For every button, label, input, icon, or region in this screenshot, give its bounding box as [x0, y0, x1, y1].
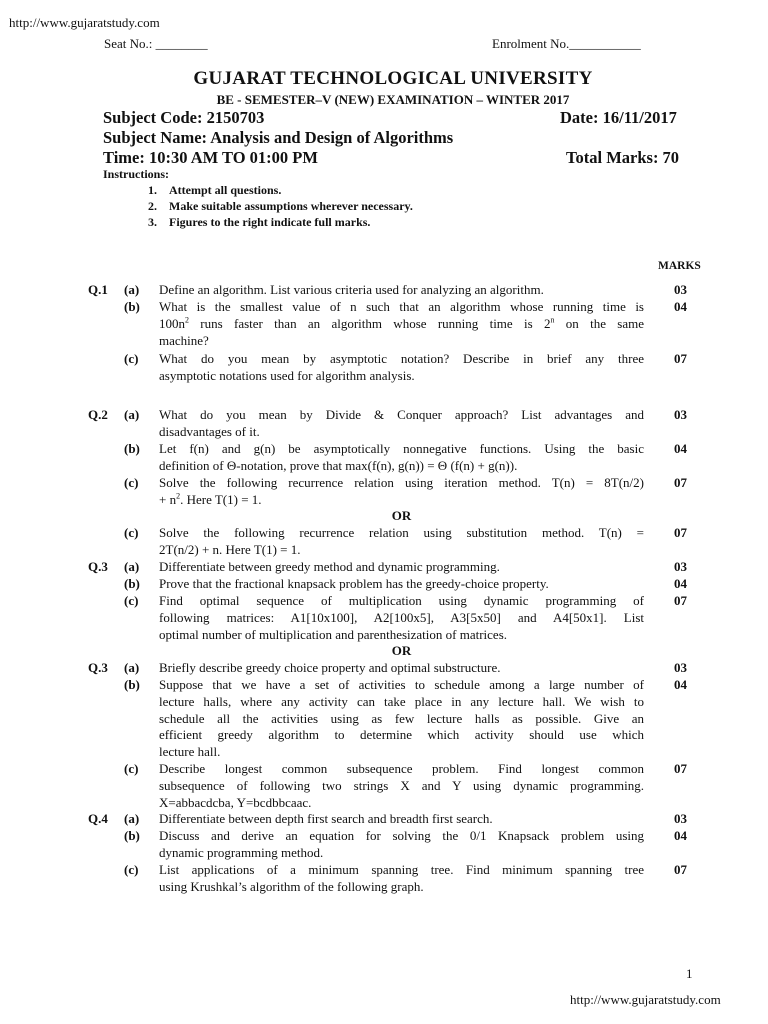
instruction-item: 1. Attempt all questions. — [148, 183, 282, 197]
question-part: (c) — [124, 351, 139, 366]
question-marks: 03 — [674, 660, 687, 675]
question-part: (a) — [124, 407, 140, 422]
question-text — [159, 525, 644, 559]
question-line: asymptotic notations used for algorithm analysis. — [159, 367, 415, 383]
question-line: Let f(n) and g(n) be asymptotically nonnegative functions. Using the basic — [159, 441, 644, 456]
question-part: (a) — [124, 282, 140, 297]
question-line: schedule all the activities using as few lecture halls as possible. Give an — [159, 710, 644, 726]
question-line: using Krushkal’s algorithm of the following graph. — [159, 878, 424, 894]
question-text — [159, 299, 644, 349]
text-run: 100n — [159, 315, 185, 331]
question-line — [159, 316, 644, 333]
question-number: Q.4 — [88, 811, 108, 826]
question-line: Differentiate between greedy method and dynamic programming. — [159, 559, 500, 574]
question-text — [159, 407, 644, 441]
or-separator: OR — [391, 643, 412, 658]
question-line: Discuss and derive an equation for solving the 0/1 Knapsack problem using — [159, 828, 644, 843]
page-number: 1 — [686, 966, 693, 981]
question-text — [159, 576, 644, 593]
question-line: Differentiate between depth first search and breadth first search. — [159, 811, 493, 826]
question-line: X=abbacdcba, Y=bcdbbcaac. — [159, 794, 312, 810]
question-part: (a) — [124, 559, 140, 574]
question-number: Q.3 — [88, 660, 108, 675]
question-number: Q.1 — [88, 282, 108, 297]
question-part: (b) — [124, 299, 140, 314]
text-run: on the same — [554, 315, 645, 331]
header-url: http://www.gujaratstudy.com — [9, 15, 160, 30]
question-text — [159, 761, 644, 811]
question-part: (c) — [124, 525, 139, 540]
question-text — [159, 351, 644, 385]
seat-no-field: Seat No.: ________ — [104, 36, 208, 51]
question-marks: 07 — [674, 525, 687, 540]
total-marks: Total Marks: 70 — [566, 148, 680, 167]
superscript: 2 — [176, 491, 181, 501]
question-line: List applications of a minimum spanning tree. Find minimum spanning tree — [159, 862, 644, 877]
question-text — [159, 828, 644, 862]
question-line: Solve the following recurrence relation using iteration method. T(n) = 8T(n/2) — [159, 475, 644, 490]
exam-title: BE - SEMESTER–V (NEW) EXAMINATION – WINTER 2017 — [216, 92, 570, 107]
question-line: optimal number of multiplication and parenthesization of matrices. — [159, 626, 508, 642]
question-marks: 07 — [674, 862, 687, 877]
question-line: Find optimal sequence of multiplication using dynamic programming of — [159, 593, 644, 608]
question-marks: 04 — [674, 677, 687, 692]
question-text — [159, 677, 644, 761]
question-line: disadvantages of it. — [159, 423, 260, 439]
question-line: dynamic programming method. — [159, 844, 324, 860]
superscript: n — [550, 315, 555, 325]
text-run: + n — [159, 491, 177, 507]
footer-url: http://www.gujaratstudy.com — [570, 992, 721, 1007]
question-line: lecture halls, where any activity can take place in any lecture hall. We wish to — [159, 693, 644, 709]
instruction-item: 2. Make suitable assumptions wherever necessary. — [148, 199, 413, 213]
question-marks: 04 — [674, 299, 687, 314]
text-run: . Here T(1) = 1. — [180, 491, 262, 507]
question-part: (b) — [124, 828, 140, 843]
question-line: Prove that the fractional knapsack problem has the greedy-choice property. — [159, 576, 549, 591]
instructions-title: Instructions: — [103, 167, 170, 181]
question-part: (b) — [124, 677, 140, 692]
marks-column-header: MARKS — [658, 260, 701, 272]
instruction-item: 3. Figures to the right indicate full marks. — [148, 215, 371, 229]
university-title: GUJARAT TECHNOLOGICAL UNIVERSITY — [193, 68, 593, 89]
question-text — [159, 593, 644, 643]
question-marks: 04 — [674, 576, 687, 591]
question-line: What do you mean by Divide & Conquer approach? List advantages and — [159, 407, 644, 422]
question-number: Q.3 — [88, 559, 108, 574]
question-line: Solve the following recurrence relation using substitution method. T(n) = — [159, 525, 644, 540]
exam-time: Time: 10:30 AM TO 01:00 PM — [103, 148, 318, 167]
question-part: (b) — [124, 441, 140, 456]
question-line: 2T(n/2) + n. Here T(1) = 1. — [159, 541, 301, 557]
question-part: (c) — [124, 761, 139, 776]
question-marks: 03 — [674, 282, 687, 297]
question-part: (a) — [124, 811, 140, 826]
enrolment-no-field: Enrolment No.___________ — [492, 36, 641, 51]
question-marks: 03 — [674, 811, 687, 826]
subject-code: Subject Code: 2150703 — [103, 108, 265, 127]
question-marks: 07 — [674, 475, 687, 490]
question-line: Define an algorithm. List various criteria used for analyzing an algorithm. — [159, 282, 544, 297]
question-line: machine? — [159, 332, 209, 348]
text-run: runs faster than an algorithm whose running time is 2 — [189, 315, 551, 331]
or-separator: OR — [391, 508, 412, 523]
question-marks: 03 — [674, 559, 687, 574]
exam-date: Date: 16/11/2017 — [560, 108, 677, 127]
question-text — [159, 862, 644, 896]
question-text — [159, 282, 644, 299]
question-line: following matrices: A1[10x100], A2[100x5], A3[5x50] and A4[50x1]. List — [159, 609, 644, 625]
question-line: Describe longest common subsequence problem. Find longest common — [159, 761, 644, 776]
question-line: efficient greedy algorithm to determine which activity should use which — [159, 727, 644, 743]
question-line: definition of Θ-notation, prove that max(f(n), g(n)) = Θ (f(n) + g(n)). — [159, 457, 518, 473]
question-text — [159, 441, 644, 475]
question-part: (b) — [124, 576, 140, 591]
question-marks: 07 — [674, 761, 687, 776]
question-line: Suppose that we have a set of activities to schedule among a large number of — [159, 677, 644, 692]
question-line: What is the smallest value of n such that an algorithm whose running time is — [159, 299, 644, 314]
question-text — [159, 811, 644, 828]
superscript: 2 — [185, 315, 189, 325]
question-part: (c) — [124, 475, 139, 490]
question-line: Briefly describe greedy choice property and optimal substructure. — [159, 660, 501, 675]
question-line — [159, 492, 644, 509]
question-number: Q.2 — [88, 407, 108, 422]
question-marks: 07 — [674, 593, 687, 608]
question-text — [159, 475, 644, 509]
question-part: (a) — [124, 660, 140, 675]
question-marks: 07 — [674, 351, 687, 366]
question-line: subsequence of following two strings X and Y using dynamic programming. — [159, 777, 644, 793]
question-line: What do you mean by asymptotic notation? Describe in brief any three — [159, 351, 644, 366]
question-marks: 03 — [674, 407, 687, 422]
question-part: (c) — [124, 593, 139, 608]
question-marks: 04 — [674, 828, 687, 843]
question-marks: 04 — [674, 441, 687, 456]
question-text — [159, 559, 644, 576]
question-text — [159, 660, 644, 677]
subject-name: Subject Name: Analysis and Design of Algorithms — [103, 128, 454, 147]
question-part: (c) — [124, 862, 139, 877]
question-line: lecture hall. — [159, 744, 221, 760]
